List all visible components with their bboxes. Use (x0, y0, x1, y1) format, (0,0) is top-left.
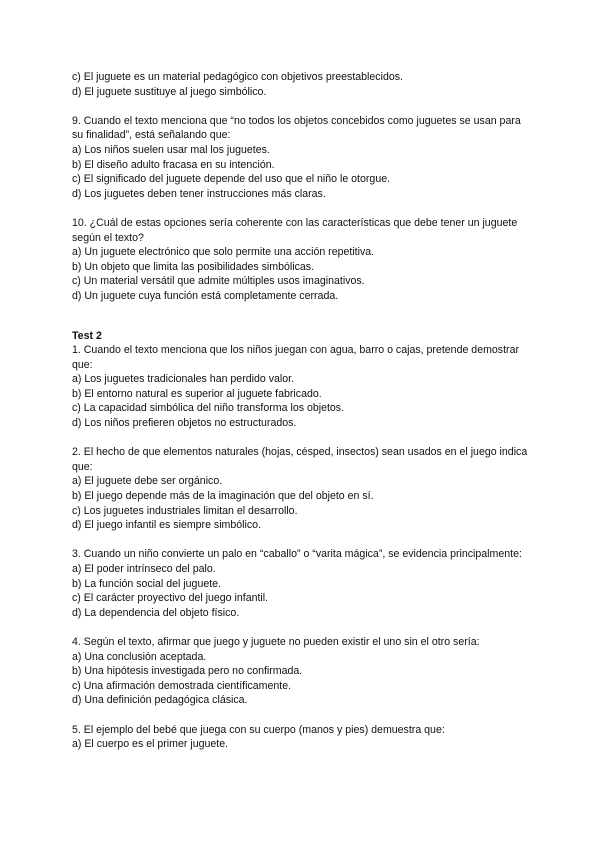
option-b: b) Un objeto que limita las posibilidades simbólicas. (72, 260, 315, 273)
option-a: a) El poder intrínseco del palo. (72, 563, 216, 575)
option-d: d) Los niños prefieren objetos no estructurados. (72, 417, 297, 430)
document-page (72, 70, 528, 766)
test2-question-4 (72, 635, 528, 708)
option-c: c) Una afirmación demostrada científicamente. (72, 679, 292, 692)
question-8-continuation (72, 70, 528, 99)
option-a: a) El cuerpo es el primer juguete. (72, 738, 229, 751)
option-b: b) El juego depende más de la imaginación que del objeto en sí. (72, 490, 374, 503)
option-b: b) Una hipótesis investigada pero no confirmada. (72, 665, 303, 678)
option-a: a) Una conclusión aceptada. (72, 650, 207, 663)
option-d: d) Los juguetes deben tener instrucciones más claras. (72, 187, 326, 200)
option-d: d) La dependencia del objeto físico. (72, 606, 240, 619)
option-b: b) El diseño adulto fracasa en su intención. (72, 158, 275, 171)
section-heading-test-2: Test 2 (72, 329, 102, 342)
question-9 (72, 114, 528, 202)
test2-question-3 (72, 547, 528, 620)
option-b: b) La función social del juguete. (72, 577, 222, 590)
question-10 (72, 216, 528, 304)
test2-question-5 (72, 723, 528, 752)
question-text: 4. Según el texto, afirmar que juego y juguete no pueden existir el uno sin el otro sería: (72, 635, 480, 648)
option-c: c) Un material versátil que admite múltiples usos imaginativos. (72, 275, 365, 288)
test2-question-1 (72, 343, 528, 431)
option-c: c) La capacidad simbólica del niño transforma los objetos. (72, 402, 345, 415)
option-c: c) El significado del juguete depende del uso que el niño le otorgue. (72, 173, 391, 186)
question-text: 1. Cuando el texto menciona que los niños juegan con agua, barro o cajas, pretende demostrar que: (72, 344, 519, 371)
option-a: a) Los niños suelen usar mal los juguetes. (72, 143, 270, 156)
option-c: c) El carácter proyectivo del juego infantil. (72, 592, 269, 605)
question-text: 2. El hecho de que elementos naturales (hojas, césped, insectos) sean usados en el juego indica que: (72, 446, 528, 473)
question-text: 5. El ejemplo del bebé que juega con su cuerpo (manos y pies) demuestra que: (72, 723, 445, 736)
option-c: c) Los juguetes industriales limitan el desarrollo. (72, 504, 298, 517)
option-d: d) El juego infantil es siempre simbólico. (72, 519, 262, 532)
option-d: d) Una definición pedagógica clásica. (72, 694, 248, 707)
test2-question-2 (72, 445, 528, 533)
option-a: a) Un juguete electrónico que solo permite una acción repetitiva. (72, 246, 375, 259)
option-c: c) El juguete es un material pedagógico con objetivos preestablecidos. (72, 71, 403, 83)
option-a: a) Los juguetes tradicionales han perdido valor. (72, 373, 295, 386)
option-d: d) Un juguete cuya función está completamente cerrada. (72, 289, 339, 302)
question-text: 10. ¿Cuál de estas opciones sería coherente con las características que debe tener un juguete según el texto? (72, 216, 518, 244)
option-d: d) El juguete sustituye al juego simbólico. (72, 85, 267, 98)
option-a: a) El juguete debe ser orgánico. (72, 475, 223, 488)
option-b: b) El entorno natural es superior al juguete fabricado. (72, 387, 322, 400)
question-text: 3. Cuando un niño convierte un palo en “caballo” o “varita mágica”, se evidencia principalmente: (72, 548, 522, 561)
question-text: 9. Cuando el texto menciona que “no todos los objetos concebidos como juguetes se usan para su finalidad”, está señalando que: (72, 114, 521, 142)
